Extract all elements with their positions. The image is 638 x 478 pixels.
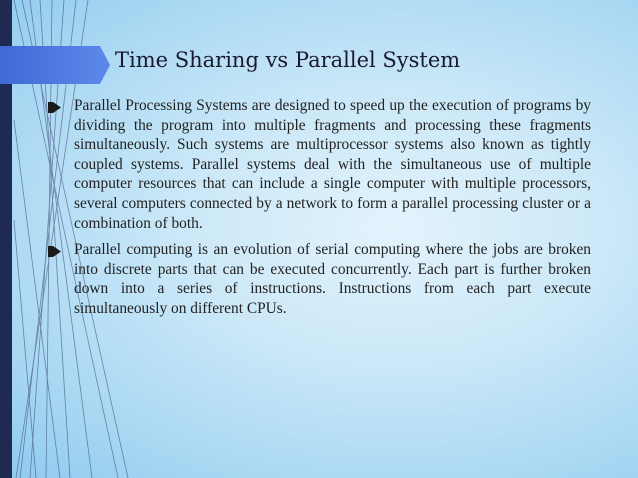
arrow-bullet-icon bbox=[48, 96, 74, 114]
bullet-list bbox=[48, 96, 591, 326]
bullet-text: Parallel computing is an evolution of serial computing where the jobs are broken into discrete parts that can be executed concurrently. Each part is further broken down into a series of instructions. Instructions from each part execute simultaneously on different CPUs. bbox=[74, 241, 591, 317]
bullet-item bbox=[48, 240, 591, 318]
arrow-bullet-icon bbox=[48, 240, 74, 258]
bullet-text: Parallel Processing Systems are designed to speed up the execution of programs by dividing the program into multiple fragments and processing these fragments simultaneously. Such systems are multiprocessor systems also known as tightly coupled systems. Parallel systems deal with the simultaneous use of multiple computer resources that can include a single computer with multiple processors, several computers connected by a network to form a parallel processing cluster or a combination of both. bbox=[74, 97, 591, 232]
bullet-item bbox=[48, 96, 591, 233]
title-accent-band bbox=[0, 46, 100, 84]
slide-title: Time Sharing vs Parallel System bbox=[115, 48, 461, 72]
title-accent-notch bbox=[100, 46, 110, 84]
